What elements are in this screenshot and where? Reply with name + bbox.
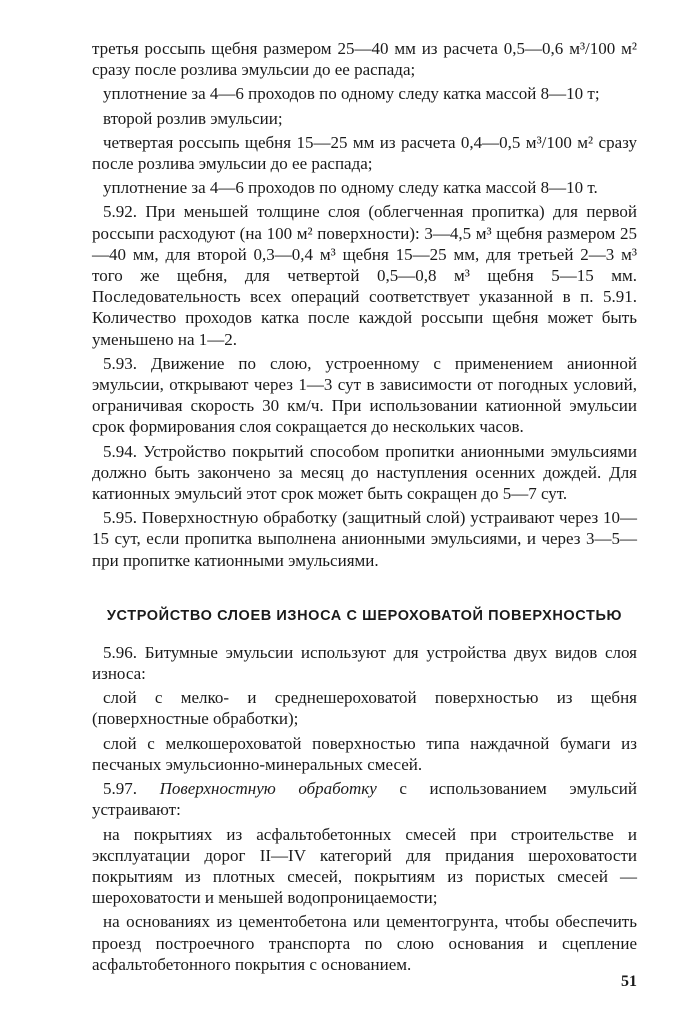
- paragraph-compaction-1: уплотнение за 4—6 проходов по одному следу катка массой 8—10 т;: [103, 84, 600, 104]
- paragraph-number: 5.97.: [103, 779, 137, 799]
- paragraph-wear-layer-2: слой с мелкошероховатой поверхностью типа наждачной бумаги из песчаных эмульсионно-минеральных смесей.: [92, 733, 637, 774]
- paragraph-compaction-2: уплотнение за 4—6 проходов по одному следу катка массой 8—10 т.: [103, 178, 598, 198]
- paragraph-5-93: 5.93. Движение по слою, устроенному с применением анионной эмульсии, открывают через 1—3 сут в зависимости от погодных условий, ограничивая скорость 30 км/ч. При использовании катионной эмульсии срок формирования слоя сокращается до нескольких часов.: [92, 353, 637, 437]
- paragraph-5-96: 5.96. Битумные эмульсии используют для устройства двух видов слоя износа:: [92, 642, 637, 684]
- paragraph-cement-bases: на основаниях из цементобетона или цементогрунта, чтобы обеспечить проезд построечного транспорта по слою основания и сцепление асфальтобетонного покрытия с основанием.: [92, 912, 637, 974]
- paragraph-third-scatter: третья россыпь щебня размером 25—40 мм из расчета 0,5—0,6 м³/100 м² сразу после розлива эмульсии до ее распада;: [92, 39, 637, 80]
- paragraph-text: с использованием эмульсий устраивают:: [92, 779, 637, 820]
- paragraph-5-97: [92, 778, 637, 820]
- section-heading: УСТРОЙСТВО СЛОЕВ ИЗНОСА С ШЕРОХОВАТОЙ ПОВЕРХНОСТЬЮ: [106, 607, 623, 624]
- paragraph-5-95: 5.95. Поверхностную обработку (защитный слой) устраивают через 10—15 сут, если пропитка выполнена анионными эмульсиями, и через 3—5—при пропитке катионными эмульсиями.: [92, 508, 637, 570]
- paragraph-asphalt-surfaces: на покрытиях из асфальтобетонных смесей при строительстве и эксплуатации дорог II—IV категорий для придания шероховатости покрытиям из плотных смесей, покрытиям из пористых смесей — шероховатости и меньшей водопроницаемости;: [92, 824, 637, 908]
- paragraph-second-pour: второй розлив эмульсии;: [103, 108, 283, 128]
- italic-term: Поверхностную обработку: [159, 779, 377, 799]
- paragraph-5-94: 5.94. Устройство покрытий способом пропитки анионными эмульсиями должно быть закончено за месяц до наступления осенних дождей. Для катионных эмульсий этот срок может быть сокращен до 5—7 сут.: [92, 441, 637, 504]
- paragraph-fourth-scatter: четвертая россыпь щебня 15—25 мм из расчета 0,4—0,5 м³/100 м² сразу после розлива эмульсии до ее распада;: [92, 132, 637, 174]
- page-number: 51: [621, 973, 637, 990]
- paragraph-wear-layer-1: слой с мелко- и среднешероховатой поверхностью из щебня (поверхностные обработки);: [92, 688, 637, 729]
- document-page: [92, 38, 637, 975]
- paragraph-5-92: 5.92. При меньшей толщине слоя (облегченная пропитка) для первой россыпи расходуют (на 100 м² поверхности): 3—4,5 м³ щебня размером 25—40 мм, для второй 0,3—0,4 м³ щебня 15—25 мм, для третьей 2—3 м³ того же щебня, для четвертой 0,5—0,8 м³ щебня 5—15 мм. Последовательность всех операций соответствует указанной в п. 5.91. Количество проходов катка после каждой россыпи щебня может быть уменьшено на 1—2.: [92, 202, 637, 349]
